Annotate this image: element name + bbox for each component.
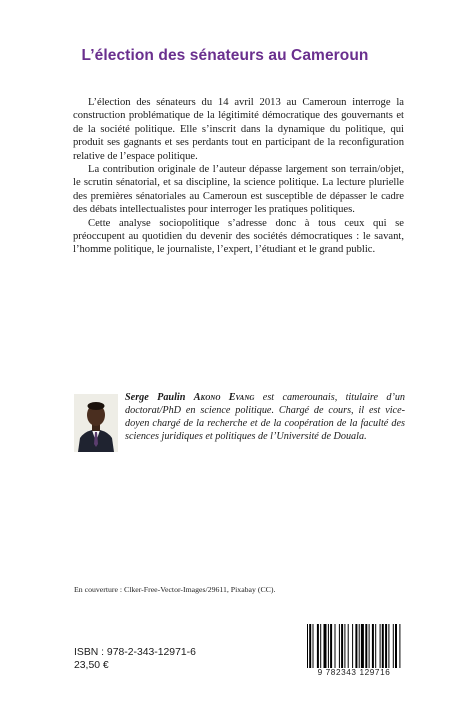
barcode-bar bbox=[330, 624, 332, 668]
author-surname: Akono Evang bbox=[193, 392, 255, 403]
author-bio bbox=[125, 392, 405, 444]
isbn-block bbox=[74, 646, 196, 672]
barcode-bar bbox=[320, 624, 321, 668]
barcode-bar bbox=[399, 624, 400, 672]
barcode-bar bbox=[380, 624, 381, 668]
summary-paragraph-3: Cette analyse sociopolitique s’adresse donc à tous ceux qui se préoccupent au quotidien du devenir des sociétés démocratiques : le savant, l’homme politique, le journaliste, l’expert, l’étudiant et le grand public. bbox=[73, 217, 404, 256]
barcode-bar bbox=[359, 624, 360, 668]
barcode-bar bbox=[328, 624, 329, 668]
summary-paragraph-2: La contribution originale de l’auteur dépasse largement son terrain/objet, le scrutin sénatorial, et sa discipline, la science politique. La lecture plurielle des premières sénatoriales au Cameroun est susceptible de dépasser le cadre des débats intellectualistes pour interroger les pratiques politiques. bbox=[73, 164, 404, 216]
barcode-bar bbox=[324, 624, 327, 668]
author-first-names: Serge Paulin bbox=[125, 392, 186, 403]
barcode-bar bbox=[348, 624, 349, 668]
barcode-bar bbox=[339, 624, 340, 668]
barcode-bar bbox=[307, 624, 308, 672]
barcode-bar bbox=[341, 624, 343, 668]
barcode-bar bbox=[344, 624, 345, 668]
summary-paragraph-1: L’élection des sénateurs du 14 avril 2013 au Cameroun interroge la construction problématique de la légitimité démocratique des gouvernants et de la société politique. Elle s’inscrit dans la dynamique du politique, qui produit ses gagnants et ses perdants tout en participant de la reconfiguration relative de l’espace politique. bbox=[73, 97, 404, 162]
price: 23,50 € bbox=[74, 660, 109, 671]
barcode-digits: 9 782343 129716 bbox=[300, 668, 408, 677]
back-cover-summary bbox=[73, 96, 404, 257]
barcode-bar bbox=[352, 624, 353, 668]
book-title: L’élection des sénateurs au Cameroun bbox=[81, 47, 369, 64]
isbn-number: ISBN : 978-2-343-12971-6 bbox=[74, 647, 196, 658]
author-section bbox=[74, 392, 404, 454]
barcode-bar bbox=[369, 624, 370, 668]
barcode-bar bbox=[313, 624, 314, 668]
barcode-bar bbox=[361, 624, 364, 668]
barcode-bar bbox=[355, 624, 357, 672]
barcode-bar bbox=[372, 624, 374, 668]
author-bio-text: est camerounais, titulaire d’un doctorat/PhD en science politique. Chargé de cours, il est vice-doyen chargé de la recherche et de la coopération de la faculté des sciences juridiques et politiques de l’Université de Douala. bbox=[125, 392, 406, 442]
barcode-bar bbox=[365, 624, 367, 668]
barcode-bar bbox=[375, 624, 376, 668]
barcode-bar bbox=[393, 624, 394, 668]
cover-credit: En couverture : Clker-Free-Vector-Images/29611, Pixabay (CC). bbox=[74, 585, 276, 594]
barcode-bar bbox=[385, 624, 387, 668]
barcode-bar bbox=[382, 624, 384, 668]
barcode-bar bbox=[335, 624, 336, 668]
author-photo bbox=[74, 394, 118, 452]
barcode-bar bbox=[388, 624, 389, 668]
barcode-bar bbox=[309, 624, 311, 672]
barcode-bar bbox=[395, 624, 397, 672]
barcode-bar bbox=[317, 624, 319, 668]
